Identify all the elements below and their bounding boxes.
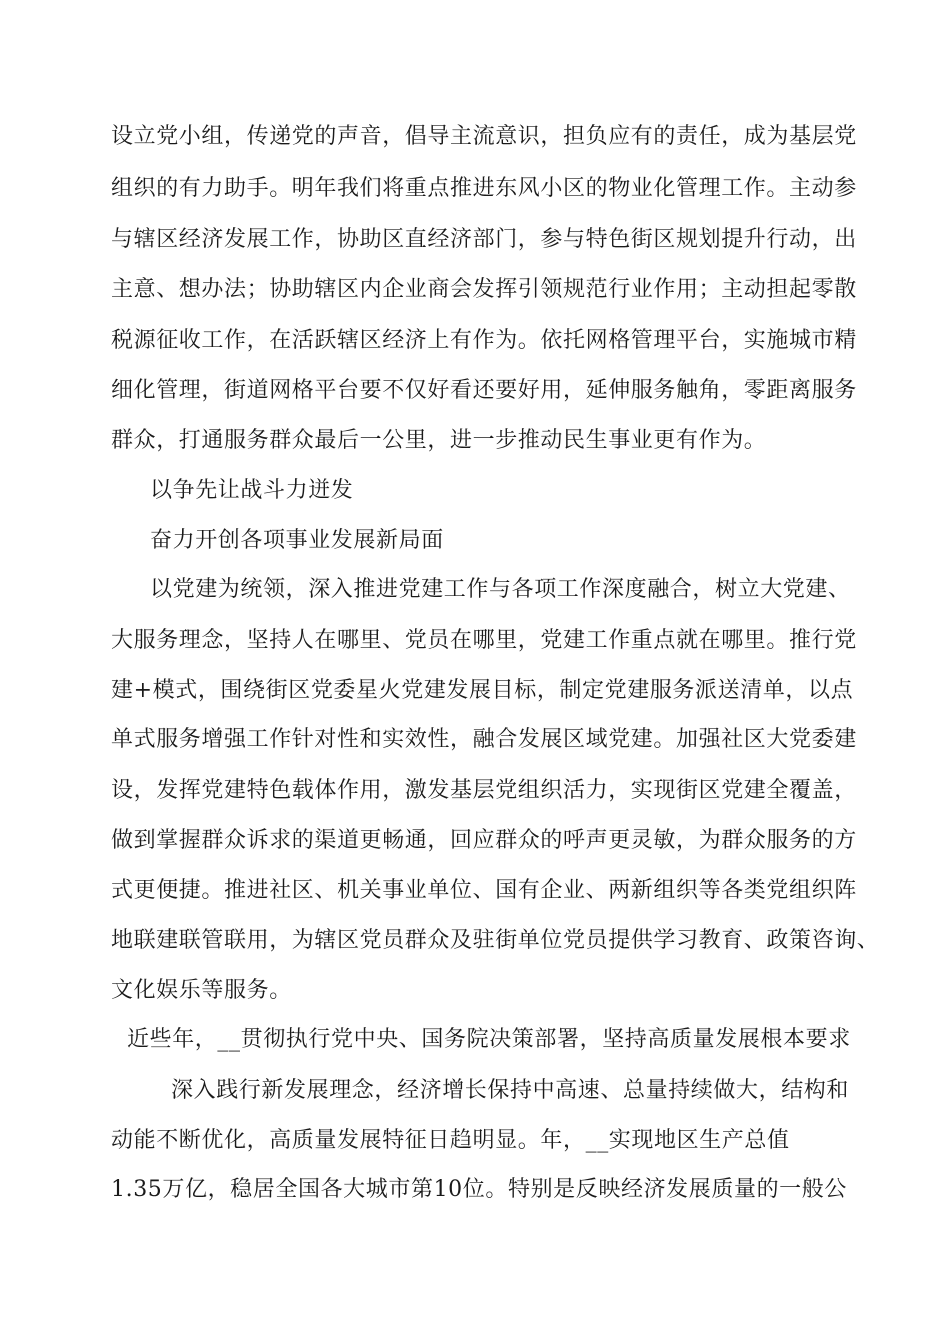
paragraph-line-18: 深入践行新发展理念，经济增长保持中高速、总量持续做大，结构和 xyxy=(171,1078,850,1103)
paragraph-line-9: 大服务理念，坚持人在哪里、党员在哪里，党建工作重点就在哪里。推行党 xyxy=(111,628,857,653)
paragraph-line-15: 地联建联管联用，为辖区党员群众及驻街单位党员提供学习教育、政策咨询、 xyxy=(111,928,880,953)
heading-line-2: 奋力开创各项事业发展新局面 xyxy=(150,528,444,553)
paragraph-line-17: 近些年，__贯彻执行党中央、国务院决策部署，坚持高质量发展根本要求 xyxy=(127,1027,851,1052)
paragraph-line-19: 动能不断优化，高质量发展特征日趋明显。年，__实现地区生产总值 xyxy=(111,1128,790,1153)
heading-line-1: 以争先让战斗力迸发 xyxy=(150,478,354,503)
paragraph-line-7: 群众，打通服务群众最后一公里，进一步推动民生事业更有作为。 xyxy=(111,428,767,453)
paragraph-line-16: 文化娱乐等服务。 xyxy=(111,978,292,1003)
paragraph-line-20: 1.35万亿，稳居全国各大城市第10位。特别是反映经济发展质量的一般公 xyxy=(111,1177,847,1202)
paragraph-line-10: 建+模式，围绕街区党委星火党建发展目标，制定党建服务派送清单，以点 xyxy=(111,678,854,703)
paragraph-line-8: 以党建为统领，深入推进党建工作与各项工作深度融合，树立大党建、 xyxy=(150,577,851,602)
paragraph-line-14: 式更便捷。推进社区、机关事业单位、国有企业、两新组织等各类党组织阵 xyxy=(111,878,857,903)
paragraph-line-4: 主意、想办法；协助辖区内企业商会发挥引领规范行业作用；主动担起零散 xyxy=(111,277,857,302)
paragraph-line-1: 设立党小组，传递党的声音，倡导主流意识，担负应有的责任，成为基层党 xyxy=(111,124,857,149)
paragraph-line-12: 设，发挥党建特色载体作用，激发基层党组织活力，实现街区党建全覆盖， xyxy=(111,778,857,803)
paragraph-line-11: 单式服务增强工作针对性和实效性，融合发展区域党建。加强社区大党委建 xyxy=(111,727,857,752)
paragraph-line-13: 做到掌握群众诉求的渠道更畅通，回应群众的呼声更灵敏，为群众服务的方 xyxy=(111,828,857,853)
paragraph-line-5: 税源征收工作，在活跃辖区经济上有作为。依托网格管理平台，实施城市精 xyxy=(111,328,857,353)
paragraph-line-3: 与辖区经济发展工作，协助区直经济部门，参与特色街区规划提升行动，出 xyxy=(111,227,857,252)
paragraph-line-6: 细化管理，街道网格平台要不仅好看还要好用，延伸服务触角，零距离服务 xyxy=(111,378,857,403)
paragraph-line-2: 组织的有力助手。明年我们将重点推进东风小区的物业化管理工作。主动参 xyxy=(111,176,857,201)
